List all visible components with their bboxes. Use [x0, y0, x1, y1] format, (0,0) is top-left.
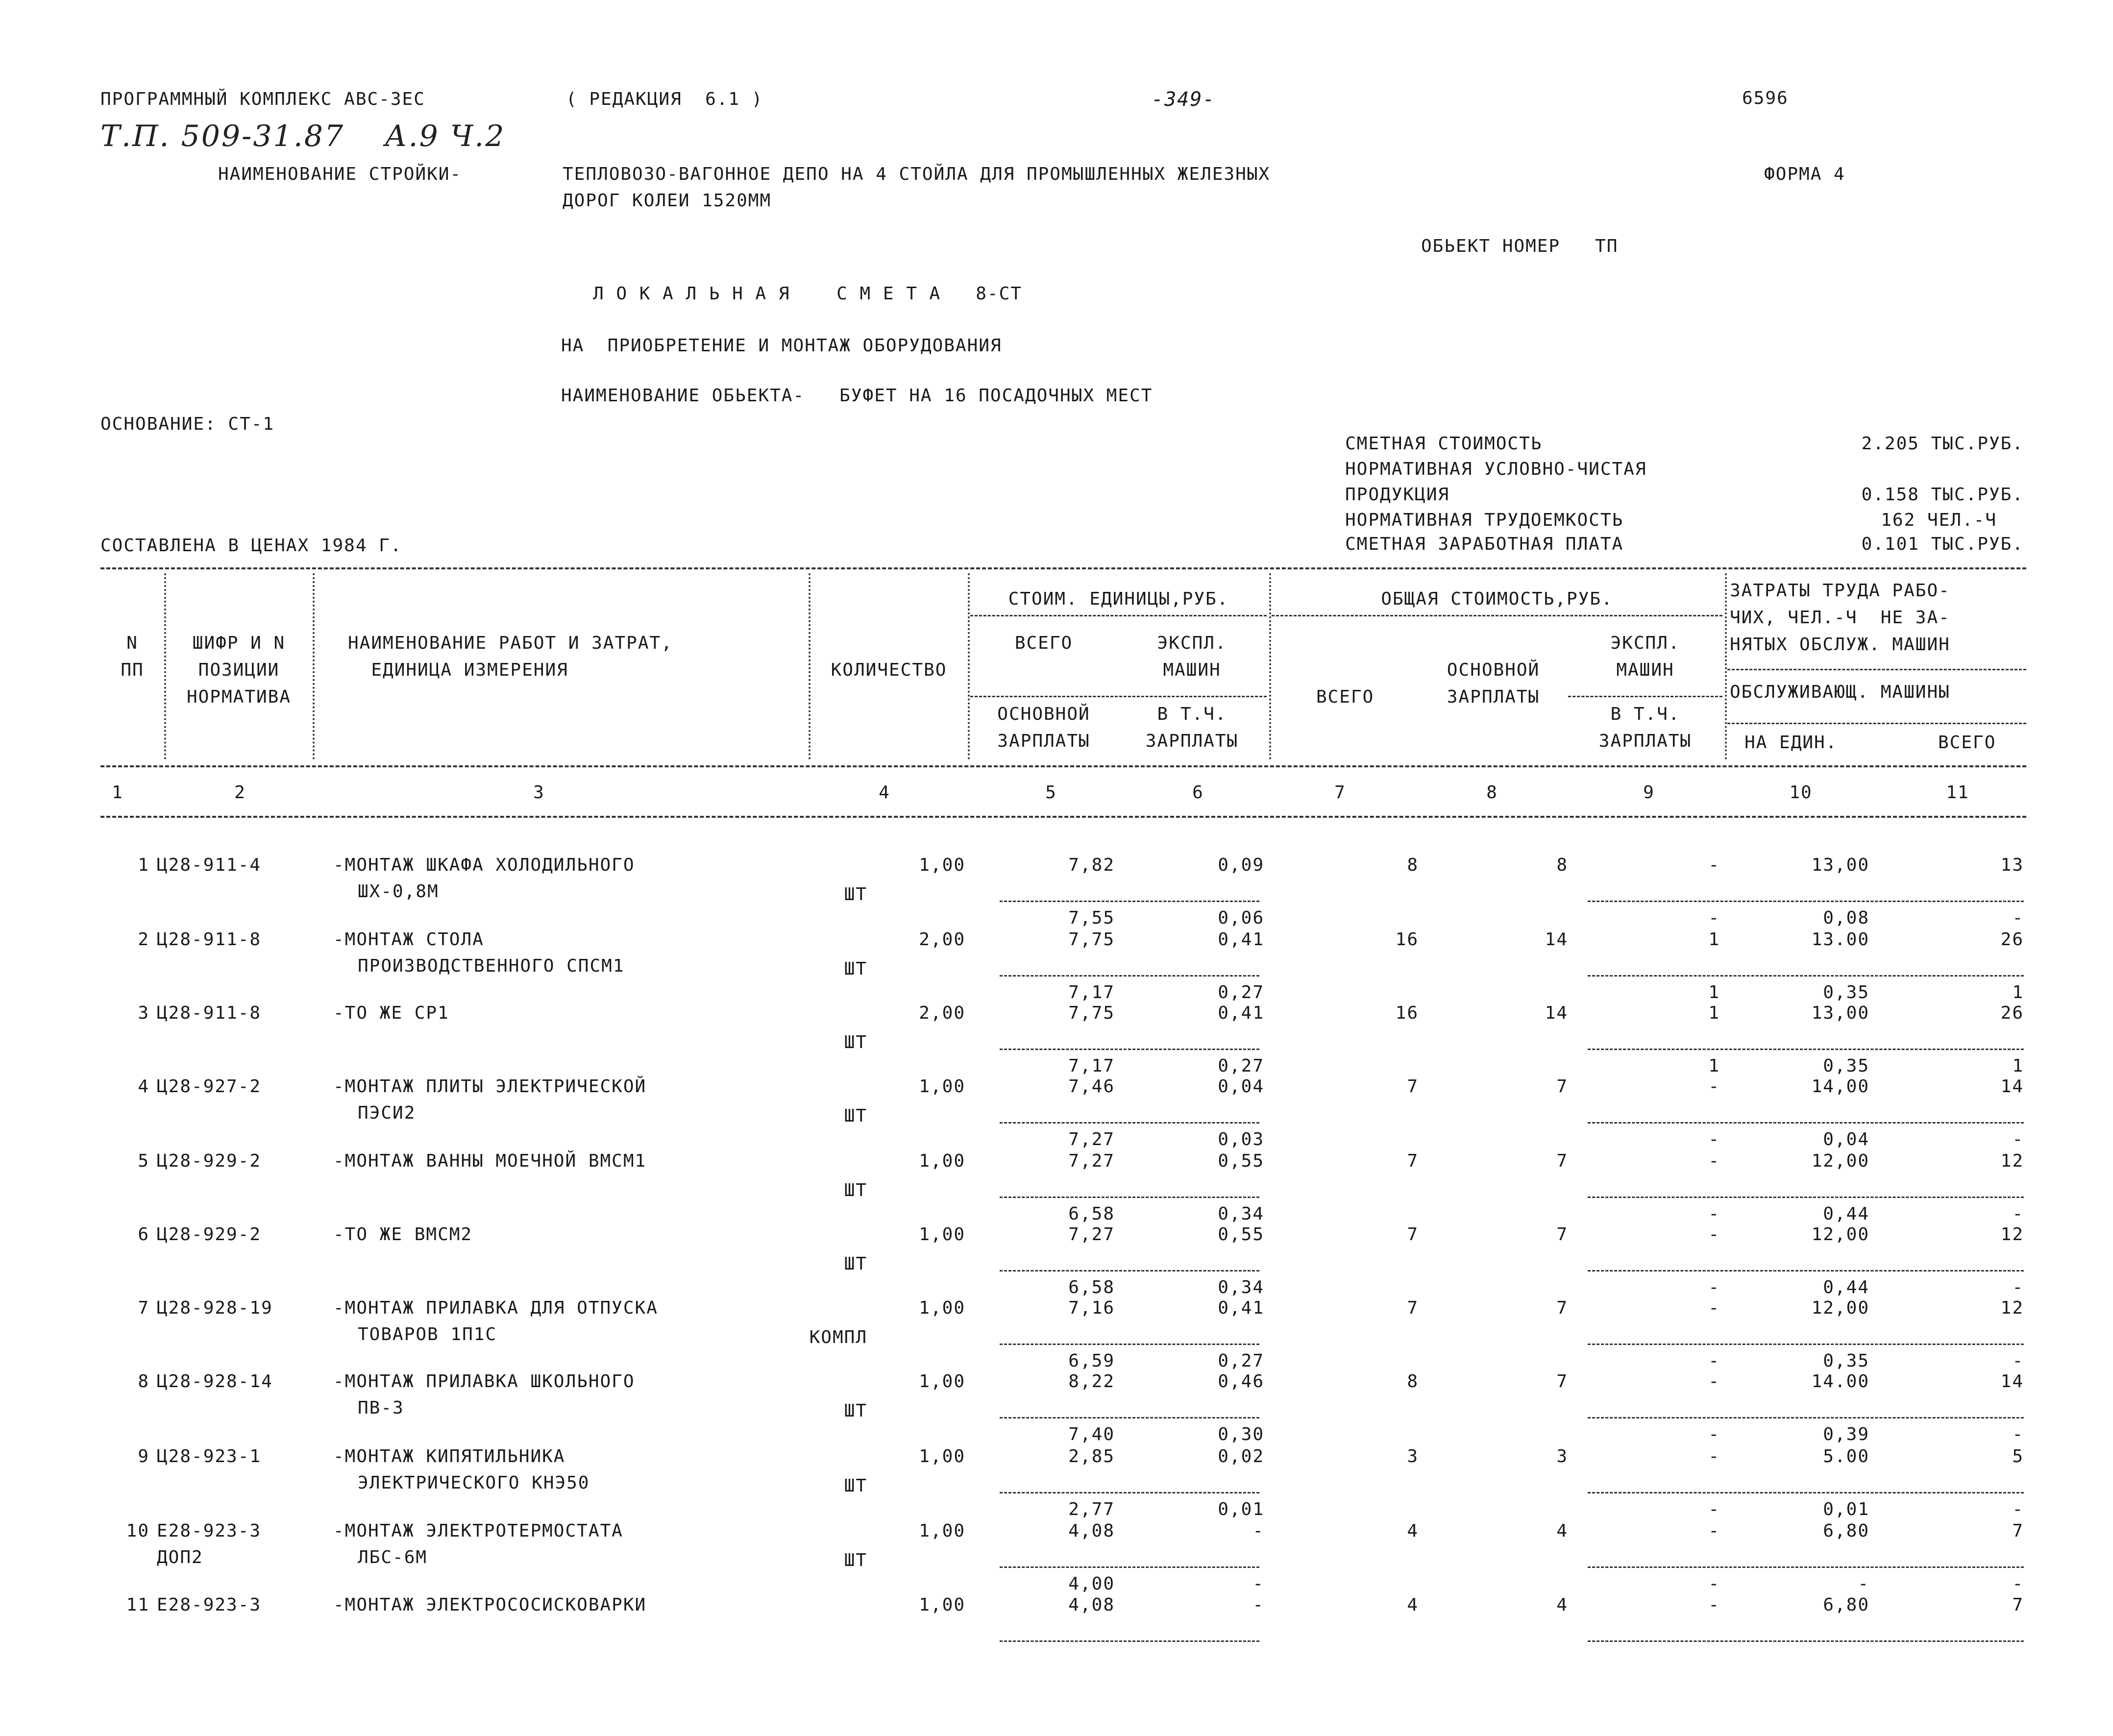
row-code: Ц28-929-2 — [157, 1224, 262, 1245]
column-number: 5 — [1045, 782, 1057, 803]
row-total-machines: - — [1708, 1224, 1720, 1245]
row-unit-machines: - — [1253, 1521, 1264, 1541]
column-divider — [1269, 573, 1271, 759]
basis: ОСНОВАНИЕ: СТ-1 — [100, 414, 275, 434]
row-total-wage: 7 — [1556, 1371, 1568, 1392]
summary-value: 2.205 ТЫС.РУБ. — [1861, 434, 2024, 454]
row-unit-total: 7,16 — [1068, 1298, 1115, 1318]
row-total: 4 — [1407, 1521, 1419, 1541]
col-header-unit-machine-wage: В Т.Ч. ЗАРПЛАТЫ — [1145, 704, 1239, 751]
header-subrule — [970, 696, 1267, 697]
column-divider — [1725, 573, 1727, 759]
row-service-per-unit: - — [1858, 1574, 1869, 1594]
subtotal-rule — [1000, 1417, 1259, 1418]
row-service-total: 1 — [2012, 1056, 2024, 1076]
row-total-wage: 3 — [1556, 1446, 1568, 1467]
row-code: Ц28-928-14 — [157, 1371, 273, 1392]
row-number: 11 — [126, 1595, 149, 1615]
row-labor-per-unit: 13.00 — [1811, 929, 1869, 950]
handwritten-reference: Т.П. 509-31.87 — [100, 119, 345, 153]
row-labor-total: 13 — [2000, 855, 2024, 875]
form-number: ФОРМА 4 — [1764, 164, 1845, 184]
row-unit-measure: ШТ — [844, 1106, 867, 1126]
row-machine-wage: - — [1708, 1351, 1720, 1371]
subtotal-rule — [1000, 1344, 1259, 1345]
summary-label: ПРОДУКЦИЯ — [1345, 485, 1450, 505]
row-total-machines: - — [1708, 1298, 1720, 1318]
row-quantity: 2,00 — [919, 1003, 965, 1023]
row-unit-total: 7,27 — [1068, 1224, 1115, 1245]
column-number: 9 — [1643, 782, 1655, 803]
row-total: 3 — [1407, 1446, 1419, 1467]
row-number: 1 — [138, 855, 149, 875]
row-total-wage: 8 — [1556, 855, 1568, 875]
col-header-unit-cost: СТОИМ. ЕДИНИЦЫ,РУБ. — [1008, 589, 1229, 609]
column-number: 10 — [1789, 782, 1813, 803]
table-top-rule — [100, 567, 2026, 569]
header-subrule — [1568, 696, 1722, 697]
row-total-machines: - — [1708, 1151, 1720, 1171]
col-header-total-machines: ЭКСПЛ. МАШИН — [1610, 633, 1680, 680]
row-labor-per-unit: 12,00 — [1811, 1224, 1869, 1245]
row-unit-machines: 0,41 — [1218, 1003, 1264, 1023]
row-service-total: - — [2012, 1129, 2024, 1149]
row-unit-machine-wage: 0,01 — [1218, 1499, 1264, 1519]
row-quantity: 1,00 — [919, 1371, 965, 1392]
row-total-wage: 14 — [1545, 1003, 1568, 1023]
summary-value: 162 ЧЕЛ.-Ч — [1881, 510, 1997, 530]
row-labor-per-unit: 12,00 — [1811, 1151, 1869, 1171]
construction-label: НАИМЕНОВАНИЕ СТРОЙКИ- — [218, 164, 462, 184]
col-header-total-wage: ОСНОВНОЙ ЗАРПЛАТЫ — [1447, 660, 1540, 707]
row-service-total: - — [2012, 1424, 2024, 1444]
subtotal-rule — [1000, 1566, 1259, 1568]
row-quantity: 1,00 — [919, 1446, 965, 1467]
row-service-total: - — [2012, 1204, 2024, 1224]
row-total-machines: - — [1708, 1521, 1720, 1541]
row-quantity: 1,00 — [919, 1298, 965, 1318]
row-work-name: -МОНТАЖ СТОЛА — [333, 929, 484, 950]
row-total-machines: - — [1708, 1595, 1720, 1615]
row-unit-measure: ШТ — [844, 959, 867, 979]
subtotal-rule — [1000, 1640, 1259, 1642]
row-code: Ц28-911-4 — [157, 855, 262, 875]
subtotal-rule — [1588, 1122, 2024, 1124]
row-unit-measure: ШТ — [844, 1550, 867, 1570]
subtotal-rule — [1000, 901, 1259, 902]
row-unit-total: 7,27 — [1068, 1151, 1115, 1171]
row-number: 7 — [138, 1298, 149, 1318]
handwritten-album: А.9 Ч.2 — [385, 119, 506, 153]
row-unit-measure: ШТ — [844, 1032, 867, 1052]
row-unit-machine-wage: 0,34 — [1218, 1204, 1264, 1224]
row-machine-wage: 1 — [1708, 982, 1720, 1002]
row-labor-total: 12 — [2000, 1151, 2024, 1171]
col-header-unit-machines: ЭКСПЛ. МАШИН — [1157, 633, 1227, 680]
row-code: Ц28-911-8 — [157, 929, 262, 950]
row-unit-machine-wage: 0,03 — [1218, 1129, 1264, 1149]
header-bottom-rule — [100, 765, 2026, 767]
column-number: 7 — [1334, 782, 1346, 803]
subtotal-rule — [1000, 1492, 1259, 1493]
row-machine-wage: - — [1708, 908, 1720, 928]
subtotal-rule — [1588, 1492, 2024, 1493]
row-unit-machines: 0,46 — [1218, 1371, 1264, 1392]
object-number: ОБЬЕКТ НОМЕР ТП — [1421, 236, 1619, 256]
row-code: Ц28-929-2 — [157, 1151, 262, 1171]
row-unit-total: 7,46 — [1068, 1076, 1115, 1097]
row-quantity: 1,00 — [919, 1595, 965, 1615]
row-service-per-unit: 0,08 — [1823, 908, 1869, 928]
col-header-name: НАИМЕНОВАНИЕ РАБОТ И ЗАТРАТ, ЕДИНИЦА ИЗМЕРЕНИЯ — [348, 633, 673, 680]
row-labor-per-unit: 13,00 — [1811, 1003, 1869, 1023]
col-header-labor: ЗАТРАТЫ ТРУДА РАБО- ЧИХ, ЧЕЛ.-Ч НЕ ЗА- НЯТЫХ ОБСЛУЖ. МАШИН — [1730, 581, 1950, 655]
row-unit-machine-wage: 0,30 — [1218, 1424, 1264, 1444]
row-unit-machine-wage: 0,34 — [1218, 1277, 1264, 1297]
row-unit-machines: 0,41 — [1218, 1298, 1264, 1318]
row-service-total: - — [2012, 1499, 2024, 1519]
row-service-total: 1 — [2012, 982, 2024, 1002]
row-unit-wage: 6,59 — [1068, 1351, 1115, 1371]
row-labor-per-unit: 5.00 — [1823, 1446, 1869, 1467]
row-code-suffix: ДОП2 — [157, 1547, 203, 1567]
row-work-name: -МОНТАЖ ПЛИТЫ ЭЛЕКТРИЧЕСКОЙ — [333, 1076, 647, 1097]
row-total-machines: - — [1708, 1446, 1720, 1467]
row-total: 16 — [1395, 929, 1419, 950]
row-labor-total: 14 — [2000, 1371, 2024, 1392]
edition: ( РЕДАКЦИЯ 6.1 ) — [566, 89, 763, 109]
row-total: 16 — [1395, 1003, 1419, 1023]
row-unit-wage: 7,17 — [1068, 1056, 1115, 1076]
row-work-name: -МОНТАЖ ЭЛЕКТРОСОСИСКОВАРКИ — [333, 1595, 647, 1615]
column-number: 8 — [1486, 782, 1498, 803]
row-service-per-unit: 0,35 — [1823, 1351, 1869, 1371]
row-labor-per-unit: 13,00 — [1811, 855, 1869, 875]
row-labor-per-unit: 6,80 — [1823, 1595, 1869, 1615]
col-header-quantity: КОЛИЧЕСТВО — [831, 660, 947, 680]
row-quantity: 1,00 — [919, 1224, 965, 1245]
row-unit-measure: ШТ — [844, 1180, 867, 1200]
subtotal-rule — [1000, 1122, 1259, 1124]
row-total-wage: 4 — [1556, 1595, 1568, 1615]
row-work-name: ТОВАРОВ 1П1С — [358, 1324, 497, 1345]
construction-name-line2: ДОРОГ КОЛЕИ 1520ММ — [563, 191, 772, 211]
row-machine-wage: - — [1708, 1277, 1720, 1297]
row-labor-total: 12 — [2000, 1298, 2024, 1318]
row-labor-total: 26 — [2000, 1003, 2024, 1023]
row-unit-wage: 7,17 — [1068, 982, 1115, 1002]
program-name: ПРОГРАММНЫЙ КОМПЛЕКС АВС-3ЕС — [100, 89, 425, 109]
row-unit-wage: 7,55 — [1068, 908, 1115, 928]
row-work-name: -ТО ЖЕ ВМСМ2 — [333, 1224, 473, 1245]
subtotal-rule — [1588, 1417, 2024, 1418]
row-total: 7 — [1407, 1224, 1419, 1245]
row-total: 7 — [1407, 1151, 1419, 1171]
subtotal-rule — [1588, 1270, 2024, 1271]
row-machine-wage: - — [1708, 1499, 1720, 1519]
row-labor-per-unit: 6,80 — [1823, 1521, 1869, 1541]
col-header-labor-service: ОБСЛУЖИВАЮЩ. МАШИНЫ — [1730, 682, 1950, 702]
column-number: 2 — [234, 782, 246, 803]
row-number: 9 — [138, 1446, 149, 1467]
header-subrule — [1727, 669, 2026, 670]
row-number: 3 — [138, 1003, 149, 1023]
row-unit-machines: 0,55 — [1218, 1151, 1264, 1171]
row-unit-wage: 7,27 — [1068, 1129, 1115, 1149]
row-quantity: 2,00 — [919, 929, 965, 950]
row-work-name: ПРОИЗВОДСТВЕННОГО СПСМ1 — [358, 956, 625, 976]
row-total-machines: - — [1708, 1371, 1720, 1392]
row-unit-total: 4,08 — [1068, 1521, 1115, 1541]
subtotal-rule — [1588, 1049, 2024, 1050]
row-unit-wage: 6,58 — [1068, 1204, 1115, 1224]
row-total-wage: 14 — [1545, 929, 1568, 950]
row-unit-machine-wage: 0,06 — [1218, 908, 1264, 928]
row-unit-machine-wage: 0,27 — [1218, 982, 1264, 1002]
row-labor-total: 7 — [2012, 1595, 2024, 1615]
subtotal-rule — [1000, 1270, 1259, 1271]
row-total: 7 — [1407, 1076, 1419, 1097]
col-header-total-machine-wage: В Т.Ч. ЗАРПЛАТЫ — [1598, 704, 1692, 751]
row-work-name: ПВ-3 — [358, 1398, 404, 1418]
row-total-wage: 7 — [1556, 1298, 1568, 1318]
subtotal-rule — [1000, 1049, 1259, 1050]
column-divider — [313, 573, 315, 759]
row-work-name: -МОНТАЖ ЭЛЕКТРОТЕРМОСТАТА — [333, 1521, 623, 1541]
column-number: 6 — [1192, 782, 1204, 803]
row-work-name: -МОНТАЖ КИПЯТИЛЬНИКА — [333, 1446, 565, 1467]
row-code: Ц28-911-8 — [157, 1003, 262, 1023]
header-subrule — [970, 615, 1267, 616]
document-subtitle: НА ПРИОБРЕТЕНИЕ И МОНТАЖ ОБОРУДОВАНИЯ — [561, 336, 1002, 356]
row-service-per-unit: 0,39 — [1823, 1424, 1869, 1444]
subtotal-rule — [1588, 1640, 2024, 1642]
row-code: Ц28-923-1 — [157, 1446, 262, 1467]
row-labor-per-unit: 14.00 — [1811, 1371, 1869, 1392]
row-machine-wage: - — [1708, 1574, 1720, 1594]
subtotal-rule — [1588, 1566, 2024, 1568]
col-header-labor-per-unit: НА ЕДИН. — [1744, 733, 1838, 753]
row-code: Ц28-928-19 — [157, 1298, 273, 1318]
subtotal-rule — [1588, 901, 2024, 902]
row-unit-measure: ШТ — [844, 1401, 867, 1421]
summary-label: СМЕТНАЯ ЗАРАБОТНАЯ ПЛАТА — [1345, 534, 1624, 554]
object-name: НАИМЕНОВАНИЕ ОБЬЕКТА- БУФЕТ НА 16 ПОСАДОЧНЫХ МЕСТ — [561, 386, 1153, 406]
row-number: 10 — [126, 1521, 149, 1541]
row-unit-wage: 4,00 — [1068, 1574, 1115, 1594]
subtotal-rule — [1588, 975, 2024, 977]
row-labor-total: 7 — [2012, 1521, 2024, 1541]
row-service-total: - — [2012, 908, 2024, 928]
subtotal-rule — [1000, 975, 1259, 977]
column-number: 3 — [533, 782, 545, 803]
row-service-per-unit: 0,35 — [1823, 982, 1869, 1002]
row-machine-wage: - — [1708, 1129, 1720, 1149]
row-total-machines: - — [1708, 855, 1720, 875]
row-labor-total: 14 — [2000, 1076, 2024, 1097]
summary-value: 0.158 ТЫС.РУБ. — [1861, 485, 2024, 505]
row-total-machines: 1 — [1708, 929, 1720, 950]
col-header-n: N ПП — [121, 633, 144, 680]
summary-label: НОРМАТИВНАЯ УСЛОВНО-ЧИСТАЯ — [1345, 459, 1647, 479]
row-unit-total: 7,75 — [1068, 929, 1115, 950]
row-unit-machines: 0,04 — [1218, 1076, 1264, 1097]
numbers-bottom-rule — [100, 816, 2026, 818]
row-code: Е28-923-3 — [157, 1595, 262, 1615]
row-total: 7 — [1407, 1298, 1419, 1318]
row-unit-wage: 6,58 — [1068, 1277, 1115, 1297]
row-unit-wage: 2,77 — [1068, 1499, 1115, 1519]
row-quantity: 1,00 — [919, 1151, 965, 1171]
row-work-name: -МОНТАЖ ПРИЛАВКА ШКОЛЬНОГО — [333, 1371, 635, 1392]
col-header-labor-total: ВСЕГО — [1938, 733, 1996, 753]
row-total: 8 — [1407, 855, 1419, 875]
row-work-name: -МОНТАЖ ПРИЛАВКА ДЛЯ ОТПУСКА — [333, 1298, 658, 1318]
row-unit-machines: - — [1253, 1595, 1264, 1615]
row-total-wage: 7 — [1556, 1151, 1568, 1171]
row-unit-total: 8,22 — [1068, 1371, 1115, 1392]
row-machine-wage: 1 — [1708, 1056, 1720, 1076]
col-header-total-cost: ОБЩАЯ СТОИМОСТЬ,РУБ. — [1381, 589, 1613, 609]
document-title: Л О К А Л Ь Н А Я С М Е Т А 8-СТ — [593, 284, 1022, 304]
construction-name-line1: ТЕПЛОВОЗО-ВАГОННОЕ ДЕПО НА 4 СТОЙЛА ДЛЯ ПРОМЫШЛЕННЫХ ЖЕЛЕЗНЫХ — [563, 164, 1271, 184]
row-work-name: -МОНТАЖ ШКАФА ХОЛОДИЛЬНОГО — [333, 855, 635, 875]
row-unit-wage: 7,40 — [1068, 1424, 1115, 1444]
row-total-wage: 4 — [1556, 1521, 1568, 1541]
row-labor-total: 26 — [2000, 929, 2024, 950]
column-number: 4 — [879, 782, 890, 803]
document-number: 6596 — [1742, 88, 1789, 108]
price-basis: СОСТАВЛЕНА В ЦЕНАХ 1984 Г. — [100, 536, 402, 556]
row-unit-total: 4,08 — [1068, 1595, 1115, 1615]
column-divider — [164, 573, 166, 759]
row-service-per-unit: 0,01 — [1823, 1499, 1869, 1519]
row-quantity: 1,00 — [919, 855, 965, 875]
row-service-total: - — [2012, 1351, 2024, 1371]
column-divider — [809, 573, 811, 759]
col-header-code: ШИФР И N ПОЗИЦИИ НОРМАТИВА — [186, 633, 292, 707]
row-total-machines: 1 — [1708, 1003, 1720, 1023]
subtotal-rule — [1588, 1197, 2024, 1198]
subtotal-rule — [1588, 1344, 2024, 1345]
row-number: 4 — [138, 1076, 149, 1097]
row-total: 8 — [1407, 1371, 1419, 1392]
row-total-wage: 7 — [1556, 1224, 1568, 1245]
row-quantity: 1,00 — [919, 1076, 965, 1097]
row-unit-machines: 0,02 — [1218, 1446, 1264, 1467]
row-number: 6 — [138, 1224, 149, 1245]
row-total-wage: 7 — [1556, 1076, 1568, 1097]
row-work-name: -ТО ЖЕ СР1 — [333, 1003, 449, 1023]
row-work-name: ШХ-0,8М — [358, 881, 439, 902]
col-header-unit-total: ВСЕГО — [1014, 633, 1073, 653]
row-labor-per-unit: 12,00 — [1811, 1298, 1869, 1318]
page-number: -349- — [1152, 88, 1216, 111]
row-unit-machine-wage: 0,27 — [1218, 1351, 1264, 1371]
column-divider — [968, 573, 970, 759]
row-work-name: -МОНТАЖ ВАННЫ МОЕЧНОЙ ВМСМ1 — [333, 1151, 647, 1171]
row-unit-measure: ШТ — [844, 884, 867, 905]
summary-value: 0.101 ТЫС.РУБ. — [1861, 534, 2024, 554]
row-unit-measure: ШТ — [844, 1476, 867, 1496]
row-machine-wage: - — [1708, 1204, 1720, 1224]
row-unit-machine-wage: - — [1253, 1574, 1264, 1594]
row-unit-machines: 0,41 — [1218, 929, 1264, 950]
row-unit-measure: КОМПЛ — [809, 1327, 867, 1347]
header-subrule — [1727, 723, 2026, 724]
row-unit-total: 7,75 — [1068, 1003, 1115, 1023]
row-number: 5 — [138, 1151, 149, 1171]
row-work-name: ПЭСИ2 — [358, 1103, 416, 1123]
row-number: 2 — [138, 929, 149, 950]
row-unit-machines: 0,55 — [1218, 1224, 1264, 1245]
row-number: 8 — [138, 1371, 149, 1392]
row-unit-machine-wage: 0,27 — [1218, 1056, 1264, 1076]
row-service-per-unit: 0,04 — [1823, 1129, 1869, 1149]
row-unit-total: 2,85 — [1068, 1446, 1115, 1467]
row-service-total: - — [2012, 1277, 2024, 1297]
column-number: 11 — [1946, 782, 1969, 803]
column-number: 1 — [112, 782, 123, 803]
header-subrule — [1272, 615, 1722, 616]
row-labor-per-unit: 14,00 — [1811, 1076, 1869, 1097]
col-header-unit-wage: ОСНОВНОЙ ЗАРПЛАТЫ — [997, 704, 1090, 751]
row-total-machines: - — [1708, 1076, 1720, 1097]
row-quantity: 1,00 — [919, 1521, 965, 1541]
summary-label: СМЕТНАЯ СТОИМОСТЬ — [1345, 434, 1543, 454]
row-machine-wage: - — [1708, 1424, 1720, 1444]
row-code: Ц28-927-2 — [157, 1076, 262, 1097]
row-labor-total: 5 — [2012, 1446, 2024, 1467]
row-total: 4 — [1407, 1595, 1419, 1615]
row-unit-total: 7,82 — [1068, 855, 1115, 875]
row-service-per-unit: 0,35 — [1823, 1056, 1869, 1076]
row-service-per-unit: 0,44 — [1823, 1277, 1869, 1297]
row-service-total: - — [2012, 1574, 2024, 1594]
summary-label: НОРМАТИВНАЯ ТРУДОЕМКОСТЬ — [1345, 510, 1624, 530]
row-code: Е28-923-3 — [157, 1521, 262, 1541]
row-unit-measure: ШТ — [844, 1254, 867, 1274]
row-service-per-unit: 0,44 — [1823, 1204, 1869, 1224]
row-work-name: ЭЛЕКТРИЧЕСКОГО КНЭ50 — [358, 1473, 590, 1493]
subtotal-rule — [1000, 1197, 1259, 1198]
row-labor-total: 12 — [2000, 1224, 2024, 1245]
row-unit-machines: 0,09 — [1218, 855, 1264, 875]
row-work-name: ЛБС-6М — [358, 1547, 428, 1567]
col-header-total-all: ВСЕГО — [1316, 687, 1375, 707]
